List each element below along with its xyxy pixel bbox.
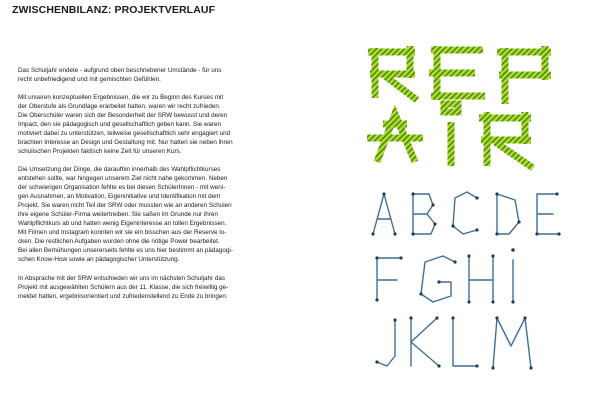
- pin-letter-c: [453, 192, 477, 234]
- typography-illustration: [345, 0, 600, 400]
- green-tape-word-rep: [368, 46, 551, 104]
- tape-letter-p: [497, 46, 551, 104]
- pin-thread-letters: [373, 192, 559, 368]
- page-title: ZWISCHENBILANZ: PROJEKTVERLAUF: [12, 4, 216, 16]
- pin-letter-a: [373, 194, 395, 234]
- pin-letter-e: [537, 194, 559, 234]
- pin-letter-j: [377, 320, 395, 366]
- pin-letter-m: [493, 318, 531, 368]
- green-tape-word-air: [367, 104, 533, 168]
- tape-letter-r: [479, 112, 533, 168]
- pin-letter-g: [421, 256, 455, 302]
- pin-dots: [371, 192, 560, 369]
- pin-letter-h: [469, 256, 493, 302]
- pin-letter-f: [377, 258, 401, 300]
- pin-letter-d: [497, 194, 519, 234]
- paragraph: Die Umsetzung der Dinge, die daraufhin innerhalb des Wahlpflichtkurses entstehen sollte, war hingegen unserem Ziel nicht nahe gekommen. Neben der schwierigen Organisation fehlte es bei diesen SchülerInnen - mit weni- gen Ausnahmen, an Motivation, Eigeninitiative und Identifikation mit dem Projekt. Sie waren nicht Teil der SRW oder mussten wie an anderen Schulen ihre eigene Schüler-Firma weitertreiben. Sie saßen im Grunde nur ihren Wahlpflichtkurs ab und hatten wenig Eigeninteresse an tollen Ergebnissen. Mit Filmen und Instagram konnten wir sie ein bisschen aus der Reserve lo- cken. Die restlichen Aufgaben wurden ohne die nötige Power bearbeitet. Bei allen Bemühungen unsererseits fehlte es uns hier bestimmt an pädagogi- schen Know-How sowie an pädagogischer Unterstützung.: [18, 166, 233, 264]
- paragraph: Das Schuljahr endete - aufgrund oben beschriebener Umstände - für uns recht unbefriedigend und mit gemischten Gefühlen.: [18, 67, 222, 83]
- pin-letter-i: [511, 248, 515, 302]
- tape-letter-a: [367, 114, 423, 162]
- body-text: [18, 66, 274, 310]
- typography-canvas: [345, 0, 600, 400]
- tape-letter-e: [429, 46, 485, 100]
- pin-letter-l: [453, 318, 477, 366]
- paragraph: In Absprache mit der SRW entschieden wir uns im nächsten Schuljahr das Projekt mit ausgewählten Schülern aus der 11. Klasse, die sich freiwillig ge- meldet hatten, ergebnisorientiert und zufriedenstellend zu Ende zu bringen.: [18, 274, 229, 300]
- pin-letter-k: [411, 318, 439, 366]
- paragraph: Mit unseren konzeptuellen Ergebnissen, die wir zu Beginn des Kurses mit der Oberstufe als Grundlage erarbeitet hatten, waren wir recht zufrieden. Die Oberschüler waren sich der Besonderheit der SRW bewusst und deren Impact, den sie pädagogisch und gesellschaftlich geben kann. Sie waren motiviert dabei zu unterstützen, teilweise gesellschaftlich sehr engagiert und brachten Interesse an Design und Gestaltung mit. Nur hatten sie neben ihren schulischen Projekten faktisch keine Zeit für unseren Kurs.: [18, 94, 233, 156]
- tape-letter-i: [444, 104, 458, 166]
- pin-letter-b: [413, 194, 435, 234]
- tape-letter-r: [368, 46, 417, 100]
